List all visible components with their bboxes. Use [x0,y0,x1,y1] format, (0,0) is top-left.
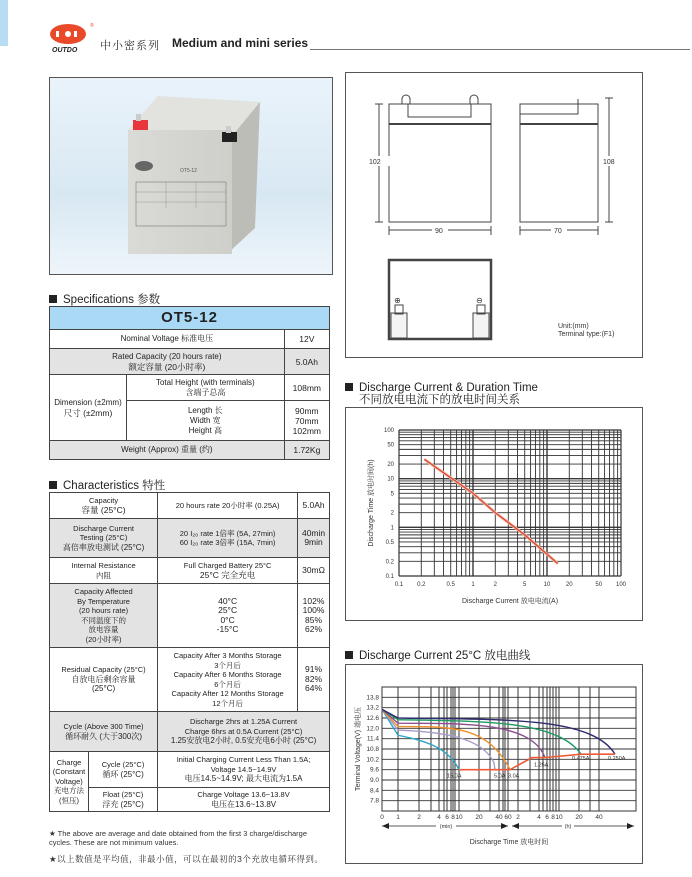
discharge-curve-chart [345,664,643,864]
dim-length-label: 90 [435,228,443,235]
internal-resistance-label: Internal Resistance 内阻 [50,558,158,584]
dim-height-label: 102 [369,159,381,166]
svg-text:9.0: 9.0 [369,777,379,784]
total-height-value: 108mm [284,375,329,401]
cycle-life-label: Cycle (Above 300 Time) 循环耐久 (大于300次) [50,712,158,752]
nominal-voltage-value: 12V [284,330,329,349]
svg-text:1.25A: 1.25A [534,762,549,769]
terminal-type-label: Terminal type:(F1) [558,331,615,338]
discharge-test-condition: 20 I₂₀ rate 1倍率 (5A, 27min) 60 I₂₀ rate 3倍率 (15A, 7min) [158,519,298,558]
specifications-table [49,306,330,460]
svg-text:2: 2 [493,582,497,588]
svg-text:Discharge Current 放电电流(A): Discharge Current 放电电流(A) [461,598,559,605]
rated-capacity-value: 5.0Ah [284,349,329,375]
capacity-label: Capacity 容量 (25°C) [50,493,158,519]
svg-text:9.6: 9.6 [369,766,379,774]
charge-cycle-conditions: Initial Charging Current Less Than 1.5A; Voltage 14.5~14.9V 电压14.5~14.9V; 最大电流为1.5A [158,752,330,788]
svg-text:OUTDO: OUTDO [52,47,78,54]
svg-text:10.8: 10.8 [366,746,379,753]
svg-text:13.8: 13.8 [366,694,379,702]
svg-text:6: 6 [445,814,449,821]
discharge-curve-heading: Discharge Current 25°C 放电曲线 [345,650,530,662]
svg-text:0.2: 0.2 [417,582,426,588]
dimension-drawing [345,72,643,358]
svg-text:10.2: 10.2 [366,756,379,764]
negative-terminal-icon: ⊖ [476,296,483,305]
svg-text:5.0A: 5.0A [494,773,506,780]
svg-text:0.250A: 0.250A [608,756,626,763]
svg-text:13.2: 13.2 [366,704,379,712]
svg-text:8: 8 [551,814,555,821]
svg-text:20: 20 [387,462,394,469]
header-rule [310,49,690,50]
svg-text:20: 20 [565,582,573,588]
dimension-label: Dimension (±2mm) 尺寸 (±2mm) [50,375,127,441]
svg-text:20: 20 [575,814,583,821]
series-title-en: Medium and mini series [172,36,309,50]
footnote-en: ★ The above are average and date obtained from the first 3 charge/discharge cycles. These are not minimum values. [49,829,307,847]
charge-float-label: Float (25°C) 浮充 (25°C) [89,788,158,812]
product-photo [49,77,333,275]
residual-capacity-values: 91% 82% 64% [298,648,330,712]
svg-text:6: 6 [545,814,549,821]
temperature-conditions: 40°C 25°C 0°C -15°C [158,584,298,648]
svg-text:Terminal Voltage(V) 端电压: Terminal Voltage(V) 端电压 [355,706,362,792]
svg-text:100: 100 [615,582,627,588]
svg-text:60: 60 [504,814,512,821]
svg-text:4: 4 [537,814,541,821]
svg-text:11.4: 11.4 [366,735,379,743]
svg-text:OT5-12: OT5-12 [180,168,197,174]
characteristics-table [49,492,330,812]
duration-chart [345,407,643,621]
svg-text:1: 1 [396,814,400,821]
svg-text:Discharge Time 放电时间: Discharge Time 放电时间 [469,839,549,846]
svg-text:0.5: 0.5 [446,582,455,588]
svg-text:0.1: 0.1 [385,574,394,580]
svg-text:2: 2 [417,814,421,821]
total-height-label: Total Height (with terminals) 含端子总高 [127,375,285,401]
residual-capacity-conditions: Capacity After 3 Months Storage 3个月后 Capacity After 6 Months Storage 6个月后 Capacity After 12 Months Storage 12个月后 [158,648,298,712]
svg-text:0.1: 0.1 [394,582,404,588]
svg-text:10: 10 [543,582,551,588]
svg-text:2: 2 [516,814,520,821]
svg-text:10: 10 [555,814,563,821]
dim-width-label: 70 [554,228,562,235]
svg-text:0.475A: 0.475A [572,756,590,763]
svg-text:1: 1 [471,582,475,588]
svg-text:5: 5 [523,582,527,588]
svg-text:7.8: 7.8 [369,797,379,805]
dim-total-height-label: 108 [603,159,615,166]
svg-text:Discharge Time 放电时间(h): Discharge Time 放电时间(h) [368,459,375,547]
svg-text:15.0A: 15.0A [447,773,462,780]
nominal-voltage-label: Nominal Voltage 标准电压 [50,330,285,349]
bullet-square-icon [49,481,57,489]
svg-text:40: 40 [595,814,603,821]
svg-text:2: 2 [390,510,394,517]
discharge-test-label: Discharge Current Testing (25°C) 高倍率放电测试 (25°C) [50,519,158,558]
svg-text:8: 8 [451,814,455,821]
series-title-cn: 中小密系列 [100,40,160,52]
bullet-square-icon [345,651,353,659]
charge-cycle-label: Cycle (25°C) 循环 (25°C) [89,752,158,788]
rated-capacity-label: Rated Capacity (20 hours rate) 额定容量 (20小时率) [50,349,285,375]
footnote-cn: ★以上数值是平均值，非最小值，可以在最初的3个充放电循环得到。 [49,854,324,864]
svg-text:40: 40 [495,814,503,821]
bullet-square-icon [345,383,353,391]
temperature-values: 102% 100% 85% 62% [298,584,330,648]
svg-text:12.0: 12.0 [366,725,379,733]
svg-text:8.4: 8.4 [369,787,379,795]
svg-text:®: ® [90,23,94,29]
svg-text:50: 50 [595,582,603,588]
weight-value: 1.72Kg [284,441,329,460]
residual-capacity-label: Residual Capacity (25°C) 自放电后剩余容量 (25°C) [50,648,158,712]
positive-terminal-icon: ⊕ [394,296,401,305]
svg-text:10: 10 [455,814,463,821]
svg-text:50: 50 [387,442,394,449]
specifications-heading: Specifications 参数 [49,291,160,307]
svg-text:0.2: 0.2 [385,559,394,566]
svg-text:100: 100 [383,428,394,434]
svg-text:(h): (h) [564,824,572,830]
svg-text:0: 0 [380,814,384,821]
capacity-condition: 20 hours rate 20小时率 (0.25A) [158,493,298,519]
dimension-lwh-labels: Length 长 Width 宽 Height 高 [127,401,285,441]
svg-text:10: 10 [387,476,394,483]
weight-label: Weight (Approx) 重量 (约) [50,441,285,460]
svg-text:(min): (min) [439,824,453,830]
discharge-test-value: 40min 9min [298,519,330,558]
charge-float-conditions: Charge Voltage 13.6~13.8V 电压在13.6~13.8V [158,788,330,812]
model-header: OT5-12 [50,307,330,330]
svg-text:4: 4 [437,814,441,821]
svg-text:5: 5 [390,491,394,498]
charge-method-label: Charge (Constant Voltage) 充电方法 (恒压) [50,752,89,812]
capacity-value: 5.0Ah [298,493,330,519]
duration-chart-heading: Discharge Current & Duration Time 不同放电电流下的放电时间关系 [345,382,538,406]
cycle-life-conditions: Discharge 2hrs at 1.25A Current Charge 6hrs at 0.5A Current (25°C) 1.25安放电2小时, 0.5安充电6小时 (25°C) [158,712,330,752]
svg-text:1: 1 [390,525,394,532]
internal-resistance-value: 30mΩ [298,558,330,584]
svg-text:12.6: 12.6 [366,715,379,722]
temperature-label: Capacity Affected By Temperature (20 hours rate) 不同温度下的 放电容量 (20小时率) [50,584,158,648]
side-accent-strip [0,0,8,46]
internal-resistance-condition: Full Charged Battery 25°C 25°C 完全充电 [158,558,298,584]
svg-text:0.5: 0.5 [385,539,394,546]
unit-label: Unit:(mm) [558,323,589,330]
bullet-square-icon [49,295,57,303]
dimension-lwh-values: 90mm 70mm 102mm [284,401,329,441]
characteristics-heading: Characteristics 特性 [49,477,165,493]
outdo-logo [46,22,96,54]
svg-text:3.0A: 3.0A [508,773,520,780]
svg-text:20: 20 [475,814,483,821]
